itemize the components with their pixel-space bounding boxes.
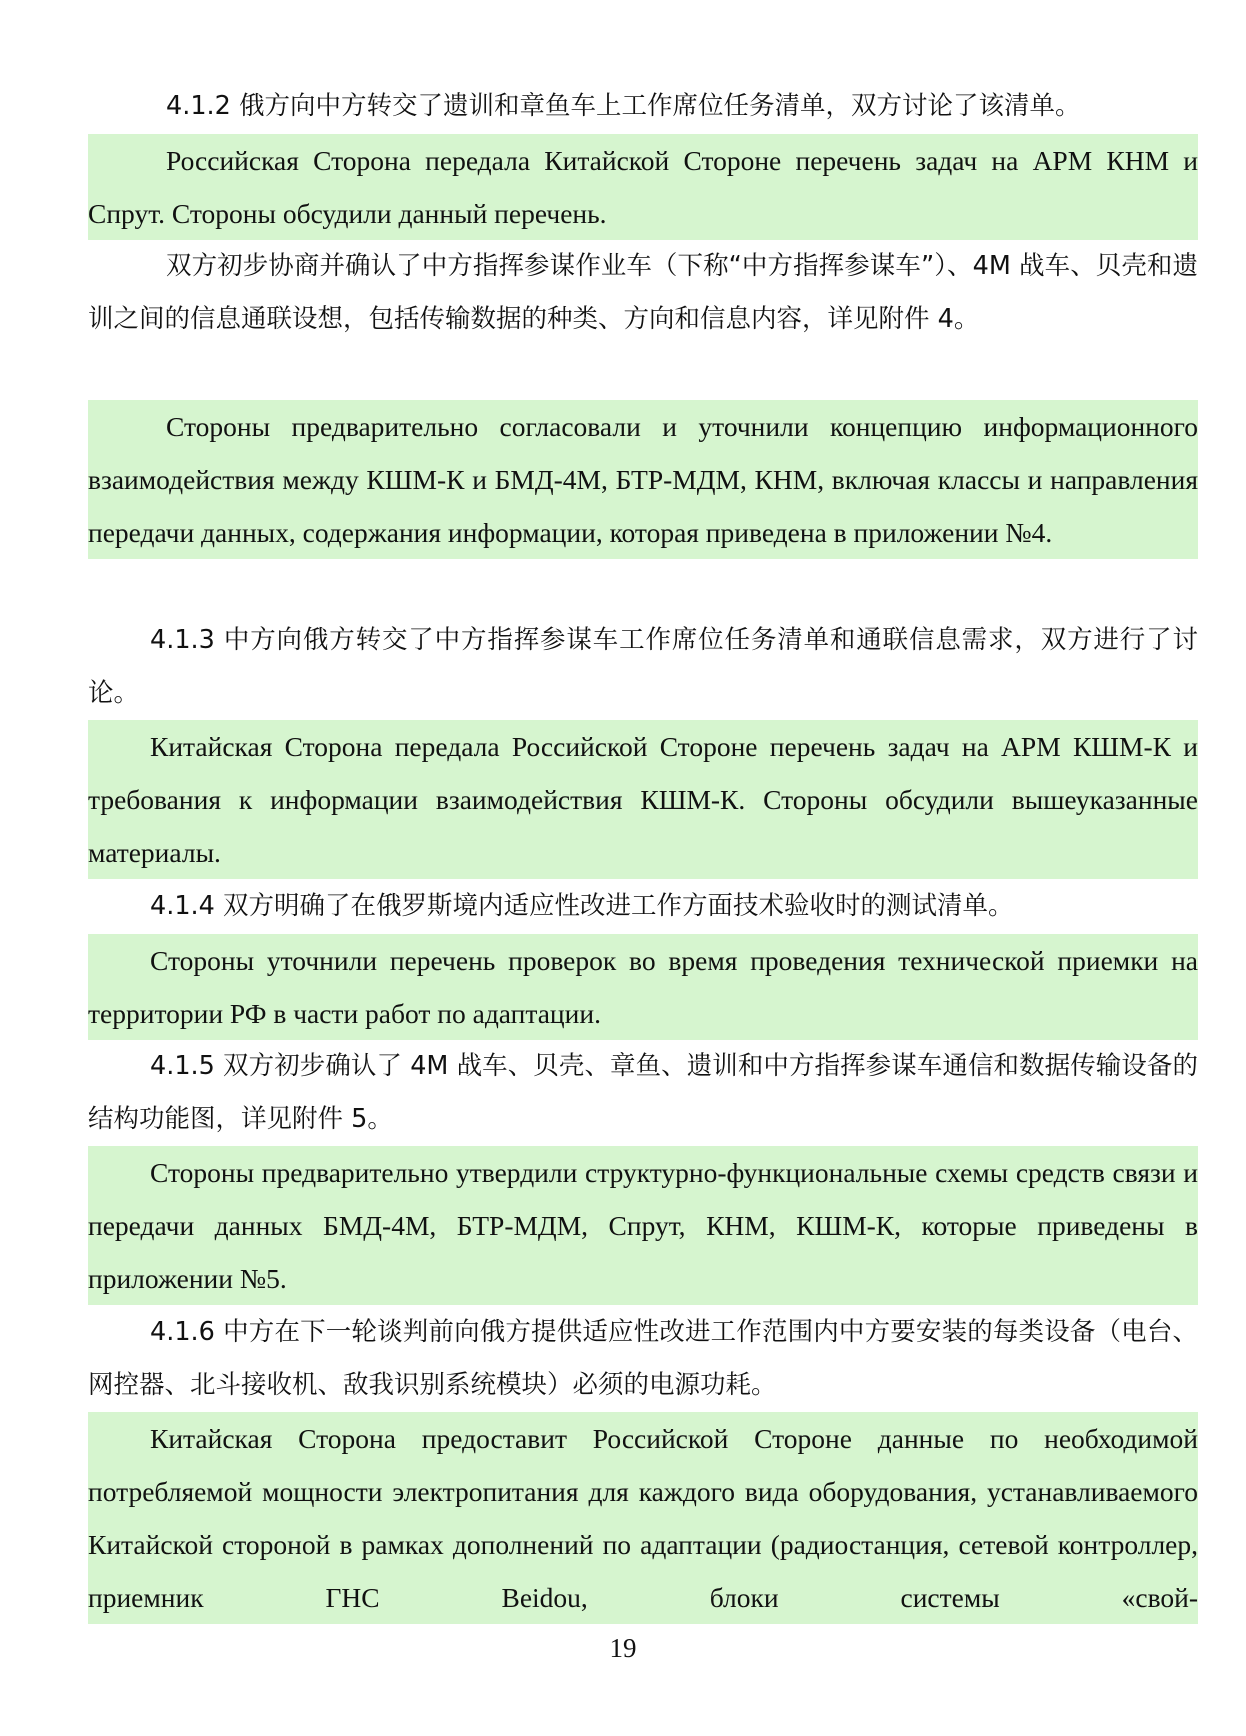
paragraph-text: Китайская Сторона предоставит Российской Стороне данные по необходимой потребляемой мощности электропитания для каждого вида оборудования, устанавливаемого Китайской стороной в рамках дополнений по адаптации (радиостанция, сетевой контроллер, приемник ГНС Beidou, блоки системы «свой- [88, 1423, 1198, 1613]
paragraph-4-1-5-zh [88, 1040, 1198, 1146]
paragraph-text: Стороны предварительно согласовали и уточнили концепцию информационного взаимодействия между КШМ-К и БМД-4М, БТР-МДМ, КНМ, включая классы и направления передачи данных, содержания информации, которая приведена в приложении №4. [88, 411, 1198, 548]
paragraph-comm-concept-zh [88, 240, 1198, 346]
paragraph-text: 4.1.6 中方在下一轮谈判前向俄方提供适应性改进工作范围内中方要安装的每类设备（电台、网控器、北斗接收机、敌我识别系统模块）必须的电源功耗。 [88, 1317, 1198, 1400]
paragraph-text: Стороны уточнили перечень проверок во время проведения технической приемки на территории РФ в части работ по адаптации. [88, 945, 1198, 1029]
paragraph-4-1-2-ru [88, 134, 1198, 240]
paragraph-4-1-4-ru [88, 934, 1198, 1040]
paragraph-comm-concept-ru [88, 400, 1198, 559]
page-number: 19 [609, 1633, 637, 1663]
paragraph-text: 双方初步协商并确认了中方指挥参谋作业车（下称“中方指挥参谋车”）、4M 战车、贝壳和遗训之间的信息通联设想，包括传输数据的种类、方向和信息内容，详见附件 4。 [88, 251, 1198, 334]
paragraph-4-1-4-zh [88, 880, 1198, 933]
paragraph-4-1-3-ru [88, 720, 1198, 879]
paragraph-4-1-2-zh [88, 80, 1198, 133]
paragraph-text: 4.1.4 双方明确了在俄罗斯境内适应性改进工作方面技术验收时的测试清单。 [150, 891, 1014, 921]
paragraph-4-1-5-ru [88, 1146, 1198, 1305]
paragraph-4-1-6-ru [88, 1412, 1198, 1624]
paragraph-text: Российская Сторона передала Китайской Стороне перечень задач на АРМ КНМ и Спрут. Стороны обсудили данный перечень. [88, 145, 1198, 229]
paragraph-text: Китайская Сторона передала Российской Стороне перечень задач на АРМ КШМ-К и требования к информации взаимодействия КШМ-К. Стороны обсудили вышеуказанные материалы. [88, 731, 1198, 868]
paragraph-4-1-6-zh [88, 1306, 1198, 1412]
paragraph-text: 4.1.3 中方向俄方转交了中方指挥参谋车工作席位任务清单和通联信息需求，双方进行了讨论。 [88, 625, 1198, 708]
paragraph-text: Стороны предварительно утвердили структурно-функциональные схемы средств связи и передачи данных БМД-4М, БТР-МДМ, Спрут, КНМ, КШМ-К, которые приведены в приложении №5. [88, 1157, 1198, 1294]
paragraph-text: 4.1.2 俄方向中方转交了遗训和章鱼车上工作席位任务清单，双方讨论了该清单。 [166, 91, 1081, 121]
paragraph-4-1-3-zh [88, 614, 1198, 720]
paragraph-text: 4.1.5 双方初步确认了 4M 战车、贝壳、章鱼、遗训和中方指挥参谋车通信和数据传输设备的结构功能图，详见附件 5。 [88, 1051, 1198, 1134]
